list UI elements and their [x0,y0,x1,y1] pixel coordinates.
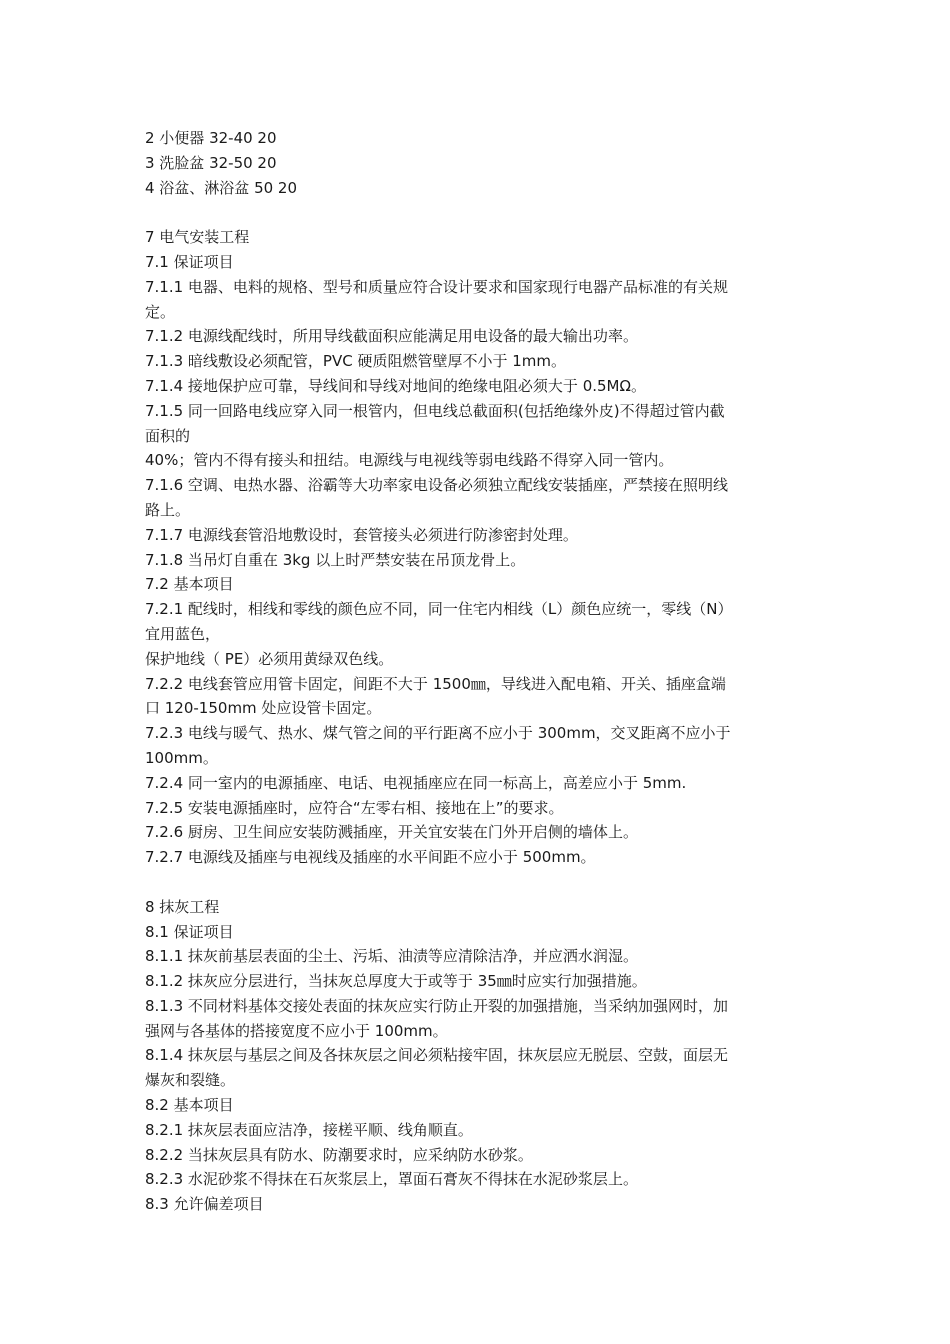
text-line: 4 浴盆、淋浴盆 50 20 [145,178,298,197]
text-line: 7.1 保证项目 [145,252,234,271]
text-line: 7.2.6 厨房、卫生间应安装防溅插座，开关宜安装在门外开启侧的墙体上。 [145,823,638,842]
text-line: 定。 [145,302,176,321]
text-line: 7.1.7 电源线套管沿地敷设时，套管接头必须进行防渗密封处理。 [145,525,578,544]
text-line: 3 洗脸盆 32-50 20 [145,153,277,172]
blank-line [145,200,810,225]
text-line: 8.2.1 抹灰层表面应洁净，接槎平顺、线角顺直。 [145,1120,473,1139]
text-line: 7.2.1 配线时，相线和零线的颜色应不同，同一住宅内相线（L）颜色应统一，零线（N） [145,600,733,619]
text-line: 100mm。 [145,748,218,767]
text-line: 7.2.7 电源线及插座与电视线及插座的水平间距不应小于 500mm。 [145,848,596,867]
text-line: 40%；管内不得有接头和扭结。电源线与电视线等弱电线路不得穿入同一管内。 [145,451,674,470]
text-line: 8.1.2 抹灰应分层进行，当抹灰总厚度大于或等于 35㎜时应实行加强措施。 [145,972,647,991]
text-line: 强网与各基体的搭接宽度不应小于 100mm。 [145,1021,448,1040]
text-line: 7 电气安装工程 [145,228,250,247]
text-line: 7.1.3 暗线敷设必须配管，PVC 硬质阻燃管壁厚不小于 1mm。 [145,352,567,371]
text-line: 路上。 [145,500,191,519]
text-line: 面积的 [145,426,191,445]
text-line: 8.1.4 抹灰层与基层之间及各抹灰层之间必须粘接牢固，抹灰层应无脱层、空鼓，面层无 [145,1046,728,1065]
text-line: 宜用蓝色， [145,624,221,643]
text-line: 爆灰和裂缝。 [145,1071,236,1090]
text-line: 7.2 基本项目 [145,575,234,594]
document-body [145,126,810,1217]
text-line: 8.3 允许偏差项目 [145,1195,264,1214]
text-line: 8.1.1 抹灰前基层表面的尘土、污垢、油渍等应清除洁净，并应洒水润湿。 [145,947,638,966]
text-line: 8.1.3 不同材料基体交接处表面的抹灰应实行防止开裂的加强措施，当采纳加强网时，加 [145,996,728,1015]
text-line: 8.2 基本项目 [145,1096,234,1115]
text-line: 8.1 保证项目 [145,922,234,941]
text-line: 8.2.3 水泥砂浆不得抹在石灰浆层上，罩面石膏灰不得抹在水泥砂浆层上。 [145,1170,638,1189]
text-line: 8 抹灰工程 [145,897,220,916]
text-line: 2 小便器 32-40 20 [145,129,277,147]
text-line: 7.2.5 安装电源插座时，应符合“左零右相、接地在上”的要求。 [145,798,564,817]
text-line: 7.2.2 电线套管应用管卡固定，间距不大于 1500㎜，导线进入配电箱、开关、插座盒端 [145,674,726,693]
text-line: 7.2.3 电线与暖气、热水、煤气管之间的平行距离不应小于 300mm，交叉距离不应小于 [145,724,731,743]
text-line: 保护地线（ PE）必须用黄绿双色线。 [145,649,394,668]
text-line: 8.2.2 当抹灰层具有防水、防潮要求时，应采纳防水砂浆。 [145,1145,533,1164]
text-line: 7.1.1 电器、电料的规格、型号和质量应符合设计要求和国家现行电器产品标准的有关规 [145,277,728,296]
text-line: 7.1.5 同一回路电线应穿入同一根管内，但电线总截面积(包括绝缘外皮)不得超过管内截 [145,401,725,420]
text-line: 7.1.4 接地保护应可靠，导线间和导线对地间的绝缘电阻必须大于 0.5MΩ。 [145,376,646,395]
blank-line [145,870,810,895]
text-line: 7.1.8 当吊灯自重在 3kg 以上时严禁安装在吊顶龙骨上。 [145,550,526,569]
text-line: 口 120-150mm 处应设管卡固定。 [145,699,382,718]
text-line: 7.2.4 同一室内的电源插座、电话、电视插座应在同一标高上，高差应小于 5mm. [145,773,687,792]
text-line: 7.1.2 电源线配线时，所用导线截面积应能满足用电设备的最大输出功率。 [145,327,638,346]
text-line: 7.1.6 空调、电热水器、浴霸等大功率家电设备必须独立配线安装插座，严禁接在照明线 [145,476,728,495]
